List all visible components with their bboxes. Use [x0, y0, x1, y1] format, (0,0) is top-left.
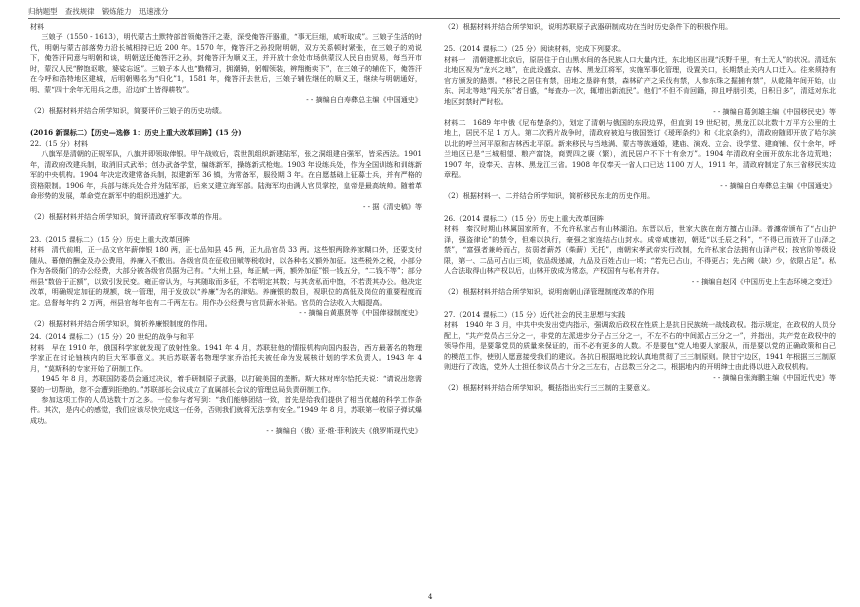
- material-one-text: 材料一 清朝建都北京后，原居住于白山黑水间的各民族人口大量内迁，东北地区出现“沃野千里，有土无人”的状况。清廷东北地区视为“龙兴之地”，在此设盛京、吉林、黑龙江将军，实施军事化管理，设置关口，长期禁止关内人口迁入。往来须持有官方颁发的路票。“移民之居住有禁，田地之垦辟有禁，森林矿产之采伐有禁，人参东珠之掘捕有禁”，从乾隆年间开始，山东、河北等地“闯关东”者日盛，“每查办一次，辄增出新流民”。他们“不但不肯回籍，抑且呼朋引类，日积日多”，清廷对东北地区封禁时严时松。: [444, 54, 836, 106]
- question-27: [444, 310, 836, 394]
- material-source: - - 摘编自张海鹏主编《中国近代史》等: [713, 372, 836, 382]
- question-ask: （2）根据材料并结合所学知识，简要评价三娘子的历史功绩。: [30, 105, 227, 115]
- question-24: [30, 332, 422, 437]
- material-text: 三娘子（1550 - 1613），明代蒙古土默特部首领俺答汗之妻，深受俺答汗器重，“事无巨细，咸听取成”。三娘子生活的时代，明朝与蒙古部落势力沿长城相持已近 200 年。1570 年，俺答汗之孙投附明朝，双方关系顿时紧张，在三娘子的劝说下，俺答汗同意与明朝和谈，明朝送还俺答汗之孙，封俺答汗为顺义王，并开放十余处市场供蒙汉人民自由贸易，每当开市时，蒙汉人民“醉饱讴歌，婆娑忘返”。三娘子本人也“勤精习，拥潮骑，躬帽领装，辨翔衡卖下”，在三娘子的辅佐下，俺答汗在今呼和浩特地区建城，后明朝赐名为“归化”1，1581 年，俺答汗去世后，三娘子辅佐继任的顺义王，继续与明朝通好，明、蒙“四十余年无用兵之患，沿边旷土皆得耕牧”。: [30, 32, 422, 94]
- question-heading: 27.（2014 课标二）（15 分）近代社会的民主思想与实践: [444, 309, 626, 319]
- material-text: 八旗军是清朝的正规军队，八旗并即领取俸银。甲午战败后，袁世凯组织新建陆军，张之洞组建自强军，皆采西法。1901 年，清政府改建兵制，取消旧式武举；创办武备学堂，编练新军，操练新式枪炮。1903 年设练兵处，作为全国训练和训练新军的中央机构。1904 年决定改建常备兵制，拟建新军 36 镇，为常备军，服役期 3 年。在自愿基础上征募士兵，并有严格的资格限制。1906 年，兵部与练兵处合并为陆军部，后来又建立海军部。陆海军均由满人官员掌控，皇帝是最高统帅。随着革命形势的发展，革命党在新军中的组织迅速扩大。: [30, 149, 422, 201]
- question-24-ask: [444, 22, 836, 32]
- question-22: [30, 128, 422, 222]
- material-text-3: 参加这项工作的人员达数十万之多。一位参与者写到：“我们能够团结一致，首先是给我们提供了相当优越的科学工作条件。其次，是内心的感觉，我们应该尽快完成这一任务，否则我们就将无法享有安全。”1949 年 8 月，苏联第一枚原子弹试爆成功。: [30, 394, 422, 425]
- section-heading: (2016 新课标二）【历史—选修 1：历史上重大改革回眸】(15 分): [30, 128, 242, 138]
- left-column: [30, 22, 422, 440]
- question-ask: （2）根据材料并结合所学知识，简评清政府军事改革的作用。: [30, 212, 227, 222]
- material-text: 材料 1940 年 3 月，中共中央发出党内指示，强调敌后政权在性质上是抗日民族统一战线政权。指示规定，在政权的人员分配上，“共产党员占三分之一，非党的左派进步分子占三分之一，不左不右的中间派占三分之一”，并指出，共产党在政权中的领导作用，是要靠党员的质量来保证的，而不必有更多的人数。不是要包“党人地要人家服从，而是要以党的正确政策和自己的模范工作，使别人愿意接受我们的建议。各抗日根据地比较认真地贯彻了三三制原则。陕甘宁边区，1941 年根据三三制原则进行了改选，党外人士担任参议员占十分之三左右，占总数三分之二，根据地内的开明绅士由此得以进入政权机构。: [444, 320, 836, 372]
- material-text: 材料 早在 1910 年，俄国科学家就发现了放射性象。1941 年 4 月，苏联驻他的情报机构向国内报告，西方最著名的物理学家正在讨论铀核内的巨大军事意义。其后苏联著名物理学家乔治托夫被任命为发展核计划的学术负责人。1943 年 4 月，“莫斯科的专家开始了研制工作。: [30, 342, 422, 373]
- right-column: [444, 22, 836, 397]
- material-source: - - 摘编自（俄）亚·维·菲利波夫《俄罗斯现代史》: [266, 426, 422, 436]
- question-ask: （2）根据材料一、二并结合所学知识，简析移民东北的历史作用。: [444, 191, 655, 201]
- question-ask: （2）根据材料并结合所学知识，概括指出实行三三制的主要意义。: [444, 383, 655, 393]
- material-two-source: - - 摘编自白寿彝总主编《中国通史》: [720, 180, 836, 190]
- material-source: - - 摘编自赵冈《中国历史上生态环境之变迁》: [691, 276, 836, 286]
- question-heading: 22.（15 分）材料: [30, 138, 89, 148]
- material-one-source: - - 摘编自葛剑雄主编《中国移民史》等: [713, 107, 836, 117]
- question-san-niangzi: [30, 22, 422, 116]
- page-header: 归纳题型 查找规律 锻炼能力 迅速涨分: [28, 7, 840, 19]
- material-source: - - 摘编自黄惠贤等《中国俸禄制度史》: [299, 308, 422, 318]
- question-26: [444, 214, 836, 298]
- material-two-text: 材料二 1689 年中俄《尼布楚条约》，划定了清朝与俄国的东段边界，但直到 19 世纪初，黑龙江以北数十万平方公里的土地上，居民不足 1 万人。第二次鸦片战争时，清政府被迫与俄国签订《瑷珲条约》和《北京条约》，清政府随即开放了哈尔滨以北的呼兰河平原和吉林西北平原。新来移民与当地满、蒙古等族通婚，建庙、演戏、立会、设学堂、建商铺、仅十余年，呼兰地区已是“三城相望、粮产富饶，商贾四之赓（繁），流民居户不下十有余万”。1904 年清政府全面开放东北各边荒地；1907 年，设奉天、吉林、黑龙江三省。1908 年仅奉天一省人口已达 1100 万人，1911 年，清政府制定了东三省移民实边章程。: [444, 117, 836, 180]
- question-heading: 25.（2014 课标二）（25 分）阅读材料，完成下列要求。: [444, 44, 626, 54]
- page-number: 4: [428, 593, 433, 601]
- question-heading: 26.（2014 课标二）（15 分）历史上重大改革回眸: [444, 213, 604, 223]
- question-heading: 23.（2015 课标二）（15 分）历史上重大改革回眸: [30, 234, 190, 244]
- question-ask: （2）根据材料并结合所学知识，说明苏联原子武器研制成功在当时历史条件下的积极作用。: [444, 22, 733, 31]
- question-25: [444, 44, 836, 201]
- question-23: [30, 235, 422, 329]
- material-label: 材料: [30, 22, 45, 31]
- material-source: - - 摘编自白寿彝总主编《中国通史》: [306, 95, 422, 105]
- material-text: 材料 清代前期，正一品文官年薪俸银 180 两，正七品知县 45 两，正九品官员 33 两。这些银两除养家糊口外，还要支付随从、幕僚的酬金及办公费用，养廉入不敷出。各级官员在征收田赋等税收时，以各种名义额外加征。这些税外之税，小部分作为各级衙门的办公经费，大部分被各级官员据为己有。“大州上县，每正赋一两，额外加征”银一钱五分，“二钱不等”；部分州县“数倍于正额”，以致引发民变。雍正帝认为，与其随取而多征，不若明定其数；与其贪私而中饱，不若责其办公。他决定改革，明确规定加征的规额，统一管理，用于发放以“养廉”为名的津贴。养廉银的数目，视职位的高低及岗位的重要程度而定。总督每年约 2 万两，州县官每年也有二千两左右。用作办公经费与官员薪水补贴。官员的合法收入大幅提高。: [30, 245, 422, 307]
- material-text: 材料 秦汉时期山林属国家所有，不允许私家占有山林湖泊。东晋以后，世家大族在南方擅占山泽。普瀍帝颁布了“占山护泽，强盗律论”的禁令，但难以执行，豪强之家连结占山封水。成帝咸康初，朝廷“以壬辰之科”，“不得已而放开了山泽之禁”，“富强者兼岭而占，贫弱者薪苏（柴薪）无托”，南朝宋孝武帝实行改制，允许私家合法拥有山泽产权；按官阶等级设限，第一、二品可占山三顷，依品级递减，九品及百姓占山一顷；“若先已占山，不得更占；先占阙（缺）少，依限占足”。私人合法取得山林产权以后，山林开放成为常态，产权国有与私有并存。: [444, 224, 836, 276]
- material-text-2: 1945 年 8 月，苏联国防委员会通过决议，着手研制原子武器，以打破美国的垄断。斯大林对库尔恰托夫说：“请说出您需要的一切帮助，您不会遭到拒绝的。”苏联部长会议成立了直属部长会议的管理总局负责研制工作。: [30, 374, 422, 394]
- question-ask: （2）根据材料并结合所学知识，说明南朝山泽管理制度改革的作用: [444, 287, 655, 297]
- question-ask: （2）根据材料并结合所学知识，简析养廉银制度的作用。: [30, 318, 212, 328]
- question-heading: 24.（2014 课标二）（15 分）20 世纪的战争与和平: [30, 332, 195, 342]
- material-source: - - 据《清史稿》等: [363, 201, 422, 211]
